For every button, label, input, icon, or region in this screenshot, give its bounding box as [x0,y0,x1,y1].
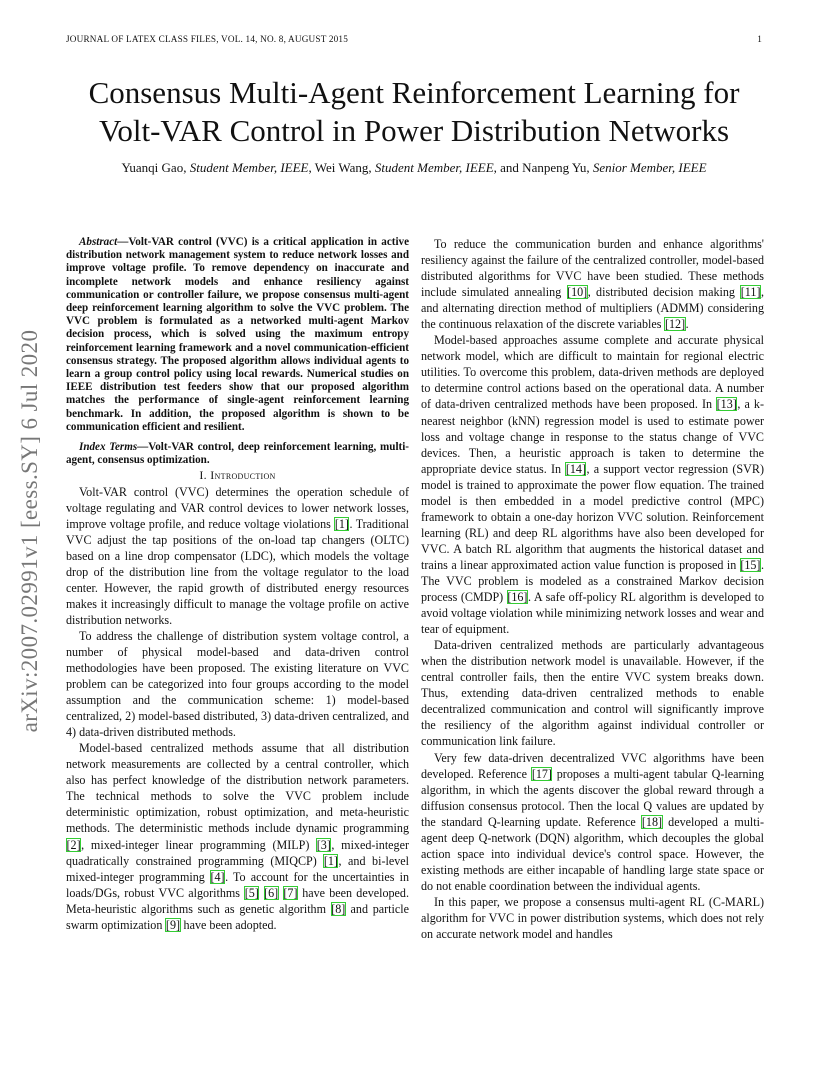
index-terms-label: Index Terms [79,441,138,454]
section-heading-introduction [66,467,409,483]
page-number: 1 [757,34,762,44]
text-run: and particle swarm optimization [66,901,409,932]
index-terms-text: —Volt-VAR control, deep reinforcement learning, multi-agent, consensus optimization. [66,441,409,467]
author-1-name: Yuanqi Gao, [121,160,190,175]
paragraph [421,332,764,637]
abstract [66,236,409,434]
text-run: . A safe off-policy RL algorithm is developed to avoid voltage violation while minimizing network losses and wear and tear of equipment. [421,590,764,637]
citation-link[interactable]: [14] [565,461,586,476]
paper-title [40,74,788,150]
citation-link[interactable]: [4] [210,869,225,884]
author-1-role: Student Member, IEEE [189,160,309,175]
citation-link[interactable]: [1] [334,516,349,531]
section-number: I. [199,468,211,483]
citation-link[interactable]: [8] [331,901,346,916]
citation-link[interactable]: [15] [740,557,761,572]
citation-link[interactable]: [18] [641,814,663,829]
journal-header: JOURNAL OF LATEX CLASS FILES, VOL. 14, NO. 8, AUGUST 2015 [66,34,349,44]
citation-link[interactable]: [2] [66,837,81,852]
running-header [66,34,762,48]
abstract-text: —Volt-VAR control (VVC) is a critical application in active distribution network management system to reduce network losses and improve voltage profile. To remove dependency on inaccurate and incomplete network models and enhance resiliency against communication or controller failure, we propose consensus multi-agent deep reinforcement learning algorithm to solve the VVC problem. The VVC problem is formulated as a networked multi-agent Markov decision process, which is solved using the maximum entropy reinforcement learning framework and a novel communication-efficient consensus strategy. The proposed algorithm allows individual agents to learn a group control policy using local rewards. Numerical studies on IEEE distribution test feeders show that our proposed algorithm matches the performance of single-agent reinforcement learning benchmark. In addition, the proposed algorithm is shown to be communication efficient and resilient. [66,236,409,433]
paragraph [66,740,409,933]
text-run: Model-based centralized methods assume that all distribution network measurements are collected by a central controller, which also has perfect knowledge of the distribution network parameters. The technical methods to solve the VVC problem include deterministic optimization, robust optimization, and meta-heuristic methods. The deterministic methods include dynamic programming [66,741,409,836]
citation-link[interactable]: [16] [507,590,528,605]
paragraph [421,236,764,332]
author-3-role: Senior Member, IEEE [592,160,707,175]
text-run: , a k-nearest neighbor (kNN) regression model is used to estimate power loss and voltage change in response to the status change of VVC devices. Then, a heuristic approach is taken to determine the appropriate device status. In [421,397,764,476]
text-run: , and alternating direction method of multipliers (ADMM) considering the continuous relaxation of the discrete variables [421,285,764,332]
author-2-role: Student Member, IEEE [374,160,494,175]
author-3-name: , and Nanpeng Yu, [493,160,593,175]
text-run: , a support vector regression (SVR) model is trained to approximate the power flow equation. The trained model is then embedded in a model predictive control (MPC) framework to obtain a one-day horizon VVC solution. Reinforcement learning (RL) and deep RL algorithms have also been developed for VVC. A batch RL algorithm that augments the historical dataset and trains a linear approximated action value function is proposed in [421,461,764,572]
citation-link[interactable]: [12] [664,317,686,332]
citation-link[interactable]: [13] [716,397,737,412]
arxiv-identifier: arXiv:2007.02991v1 [eess.SY] 6 Jul 2020 [17,329,42,733]
title-line-2: Volt-VAR Control in Power Distribution Networks [98,113,730,148]
citation-link[interactable]: [1] [323,853,338,868]
text-run: , distributed decision making [587,285,741,300]
text-run: . [685,317,689,332]
text-run: , mixed-integer linear programming (MILP) [81,837,317,852]
title-line-1: Consensus Multi-Agent Reinforcement Learning for [88,75,740,110]
right-column [421,236,764,942]
text-run: . The VVC problem is modeled as a constrained Markov decision process (CMDP) [421,557,764,605]
paragraph [66,484,409,628]
text-run: . To account for the uncertainties in loads/DGs, robust VVC algorithms [66,869,409,900]
text-run: have been developed. Meta-heuristic algorithms such as genetic algorithm [66,885,409,916]
author-2-name: , Wei Wang, [308,160,375,175]
citation-link[interactable]: [11] [740,285,761,300]
text-run: Very few data-driven decentralized VVC algorithms have been developed. Reference [421,750,764,781]
text-run: Volt-VAR control (VVC) determines the operation schedule of voltage regulating and VAR control devices to lower network losses, improve voltage profile, and reduce voltage violations [66,484,409,531]
paragraph: In this paper, we propose a consensus multi-agent RL (C-MARL) algorithm for VVC in power distribution systems, which does not rely on accurate network model and handles [421,894,764,942]
text-run: , mixed-integer quadratically constrained programming (MIQCP) [66,837,409,868]
abstract-label: Abstract [79,236,118,248]
author-list [40,160,788,176]
citation-link[interactable]: [5] [244,885,259,900]
index-terms [66,441,409,467]
citation-link[interactable]: [9] [165,917,181,932]
paragraph [421,750,764,894]
paragraph: Data-driven centralized methods are particularly advantageous when the distribution network model is unavailable. However, if the central controller fails, then the entire VVC system breaks down. Thus, extending data-driven centralized methods to enable decentralized communication and control will significantly improve the resiliency of the algorithm against individual controller or communication link failure. [421,638,764,749]
text-run: Model-based approaches assume complete and accurate physical network model, which are difficult to maintain for regional electric utilities. To overcome this problem, data-driven methods are deployed to determine control actions based on the operational data. A number of data-driven centralized methods have been proposed. In [421,333,764,412]
text-run: , and bi-level mixed-integer programming [66,853,409,884]
citation-link[interactable]: [7] [283,885,298,900]
text-run: proposes a multi-agent tabular Q-learning algorithm, in which the agents discover the global reward through a diffusion consensus protocol. Then the local Q values are updated by the standard Q-learning update. Reference [421,766,764,829]
citation-link[interactable]: [3] [316,837,331,852]
text-run: To reduce the communication burden and enhance algorithms' resiliency against the failure of the centralized controller, model-based distributed algorithms for VVC have been studied. These methods include simulated annealing [421,237,764,300]
left-column [66,236,409,933]
arxiv-watermark [10,296,50,766]
text-run: have been adopted. [180,917,277,932]
citation-link[interactable]: [17] [531,766,552,781]
citation-link[interactable]: [6] [264,885,279,900]
section-title: Introduction [210,468,276,483]
text-run: developed a multi-agent deep Q-network (DQN) algorithm, which decouples the global action space into individual device's control space. However, the existing methods are either incapable of handling large state space or do not enable coordination between the individual agents. [421,814,764,893]
paragraph: To address the challenge of distribution system voltage control, a number of physical model-based and data-driven control methodologies have been proposed. The existing literature on VVC problem can be categorized into four groups according to the model assumption and the communication scheme: 1) model-based centralized, 2) model-based distributed, 3) data-driven centralized, and 4) data-driven distributed methods. [66,628,409,740]
text-run: . Traditional VVC adjust the tap positions of the on-load tap changers (OLTC) based on a line drop compensator (LDC), which models the voltage drop of the distribution line from the voltage regulator to the load center. However, the rapid growth of distributed energy resources makes it increasingly difficult to manage the voltage profile on active distribution networks. [66,516,410,627]
citation-link[interactable]: [10] [567,285,588,300]
